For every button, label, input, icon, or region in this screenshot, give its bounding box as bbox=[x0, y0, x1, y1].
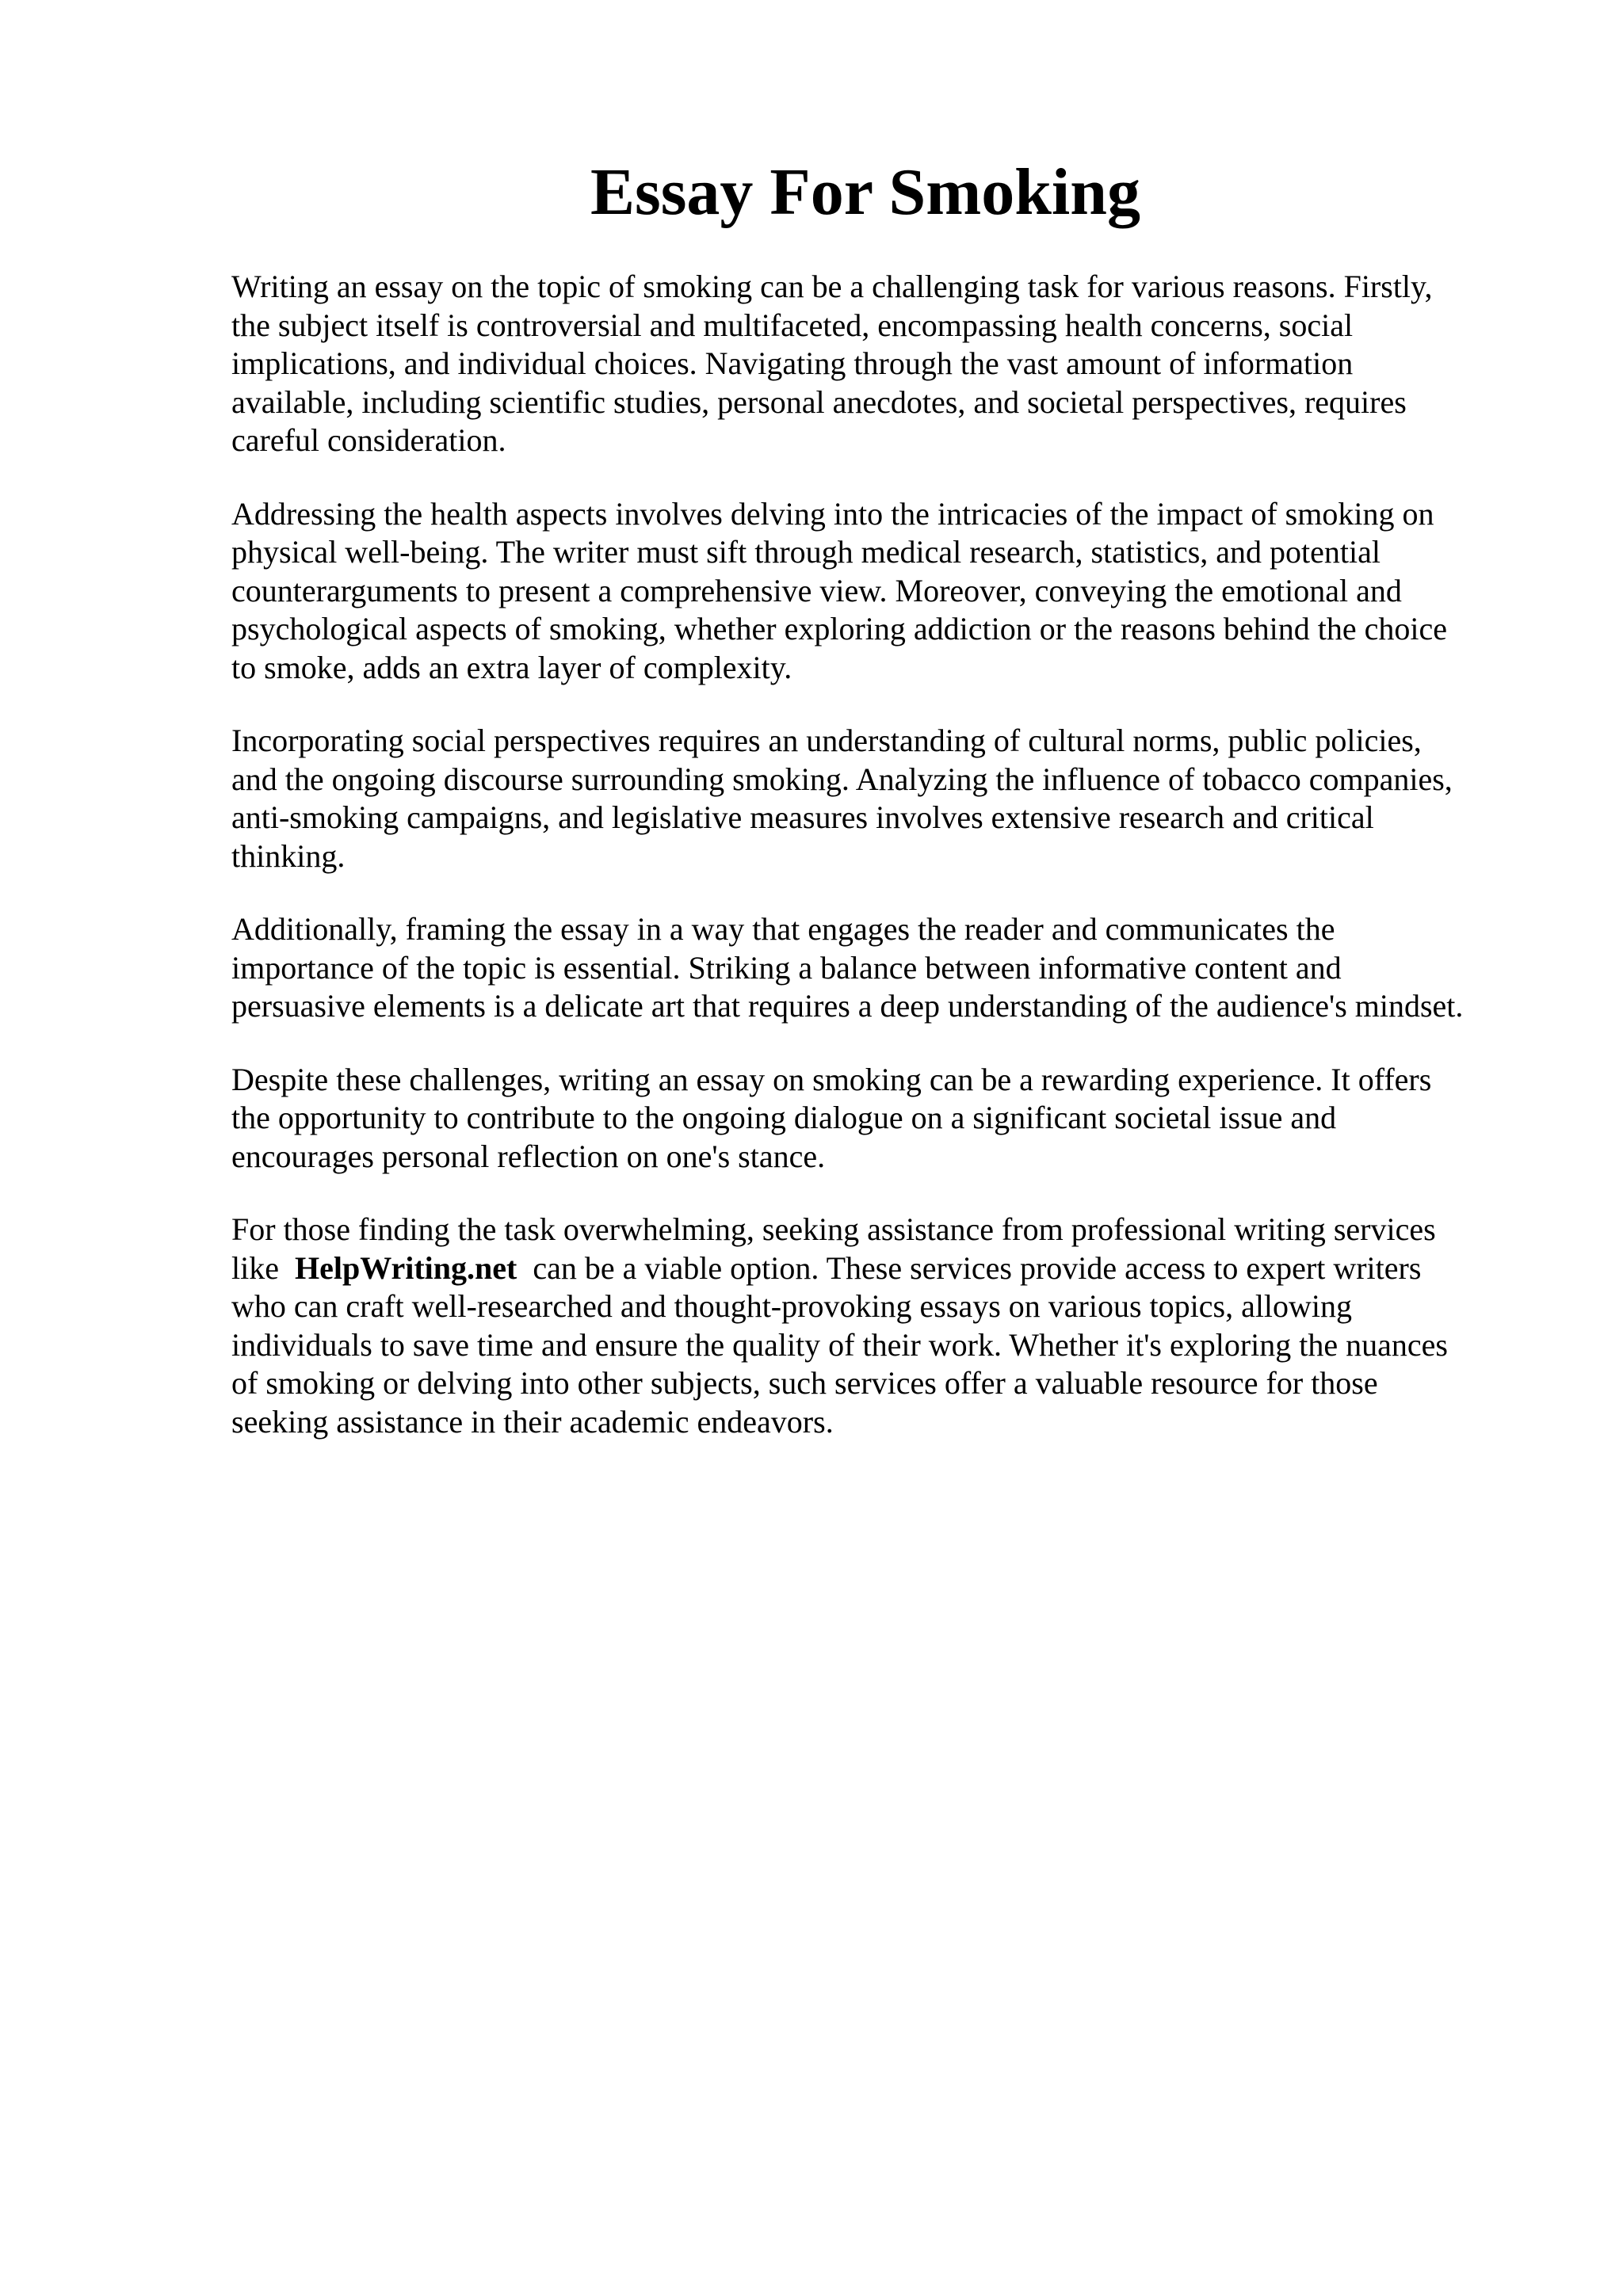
paragraph-line: implications, and individual choices. Navigating through the vast amount of information bbox=[231, 345, 1354, 381]
paragraph-line: For those finding the task overwhelming, seeking assistance from professional writing services bbox=[231, 1211, 1436, 1247]
paragraph-line: anti-smoking campaigns, and legislative measures involves extensive research and critical bbox=[231, 799, 1374, 835]
paragraph-3 bbox=[231, 722, 1531, 875]
paragraph-1 bbox=[231, 268, 1531, 460]
paragraph-line: individuals to save time and ensure the quality of their work. Whether it's exploring the nuances bbox=[231, 1326, 1448, 1363]
document-title: Essay For Smoking bbox=[590, 155, 1140, 229]
paragraph-line: of smoking or delving into other subjects, such services offer a valuable resource for those bbox=[231, 1365, 1378, 1401]
paragraph-line: encourages personal reflection on one's stance. bbox=[231, 1138, 826, 1174]
paragraph-line: psychological aspects of smoking, whether exploring addiction or the reasons behind the choice bbox=[231, 611, 1448, 646]
paragraph-line: to smoke, adds an extra layer of complexity. bbox=[231, 649, 792, 685]
paragraph-6 bbox=[231, 1211, 1531, 1441]
paragraph-line: Incorporating social perspectives requires an understanding of cultural norms, public policies, bbox=[231, 723, 1422, 758]
paragraph-line: the subject itself is controversial and multifaceted, encompassing health concerns, social bbox=[231, 307, 1354, 343]
paragraph-line: careful consideration. bbox=[231, 422, 506, 458]
line-prefix: like bbox=[231, 1249, 279, 1286]
paragraph-line: Additionally, framing the essay in a way that engages the reader and communicates the bbox=[231, 911, 1335, 947]
paragraph-2 bbox=[231, 495, 1531, 688]
line-suffix: can be a viable option. These services provide access to expert writers bbox=[533, 1249, 1422, 1286]
document-body bbox=[231, 268, 1531, 1476]
paragraph-line: Writing an essay on the topic of smoking can be a challenging task for various reasons. Firstly, bbox=[231, 269, 1433, 304]
helpwriting-link[interactable]: HelpWriting.net bbox=[294, 1249, 517, 1286]
paragraph-line: seeking assistance in their academic endeavors. bbox=[231, 1403, 834, 1440]
paragraph-line: Addressing the health aspects involves delving into the intricacies of the impact of smoking on bbox=[231, 495, 1434, 532]
paragraph-line-with-link bbox=[231, 1249, 1531, 1288]
paragraph-line: thinking. bbox=[231, 837, 346, 874]
paragraph-line: who can craft well-researched and thought-provoking essays on various topics, allowing bbox=[231, 1288, 1353, 1324]
paragraph-line: persuasive elements is a delicate art that requires a deep understanding of the audience's mindset. bbox=[231, 988, 1464, 1024]
paragraph-line: physical well-being. The writer must sift through medical research, statistics, and potential bbox=[231, 534, 1381, 570]
paragraph-4 bbox=[231, 910, 1531, 1026]
paragraph-line: available, including scientific studies, personal anecdotes, and societal perspectives, requires bbox=[231, 383, 1407, 420]
paragraph-5 bbox=[231, 1061, 1531, 1177]
paragraph-line: counterarguments to present a comprehensive view. Moreover, conveying the emotional and bbox=[231, 572, 1402, 608]
paragraph-line: importance of the topic is essential. Striking a balance between informative content and bbox=[231, 949, 1342, 986]
paragraph-line: and the ongoing discourse surrounding smoking. Analyzing the influence of tobacco companies, bbox=[231, 761, 1453, 797]
paragraph-line: Despite these challenges, writing an essay on smoking can be a rewarding experience. It offers bbox=[231, 1061, 1432, 1097]
paragraph-line: the opportunity to contribute to the ongoing dialogue on a significant societal issue and bbox=[231, 1100, 1337, 1135]
